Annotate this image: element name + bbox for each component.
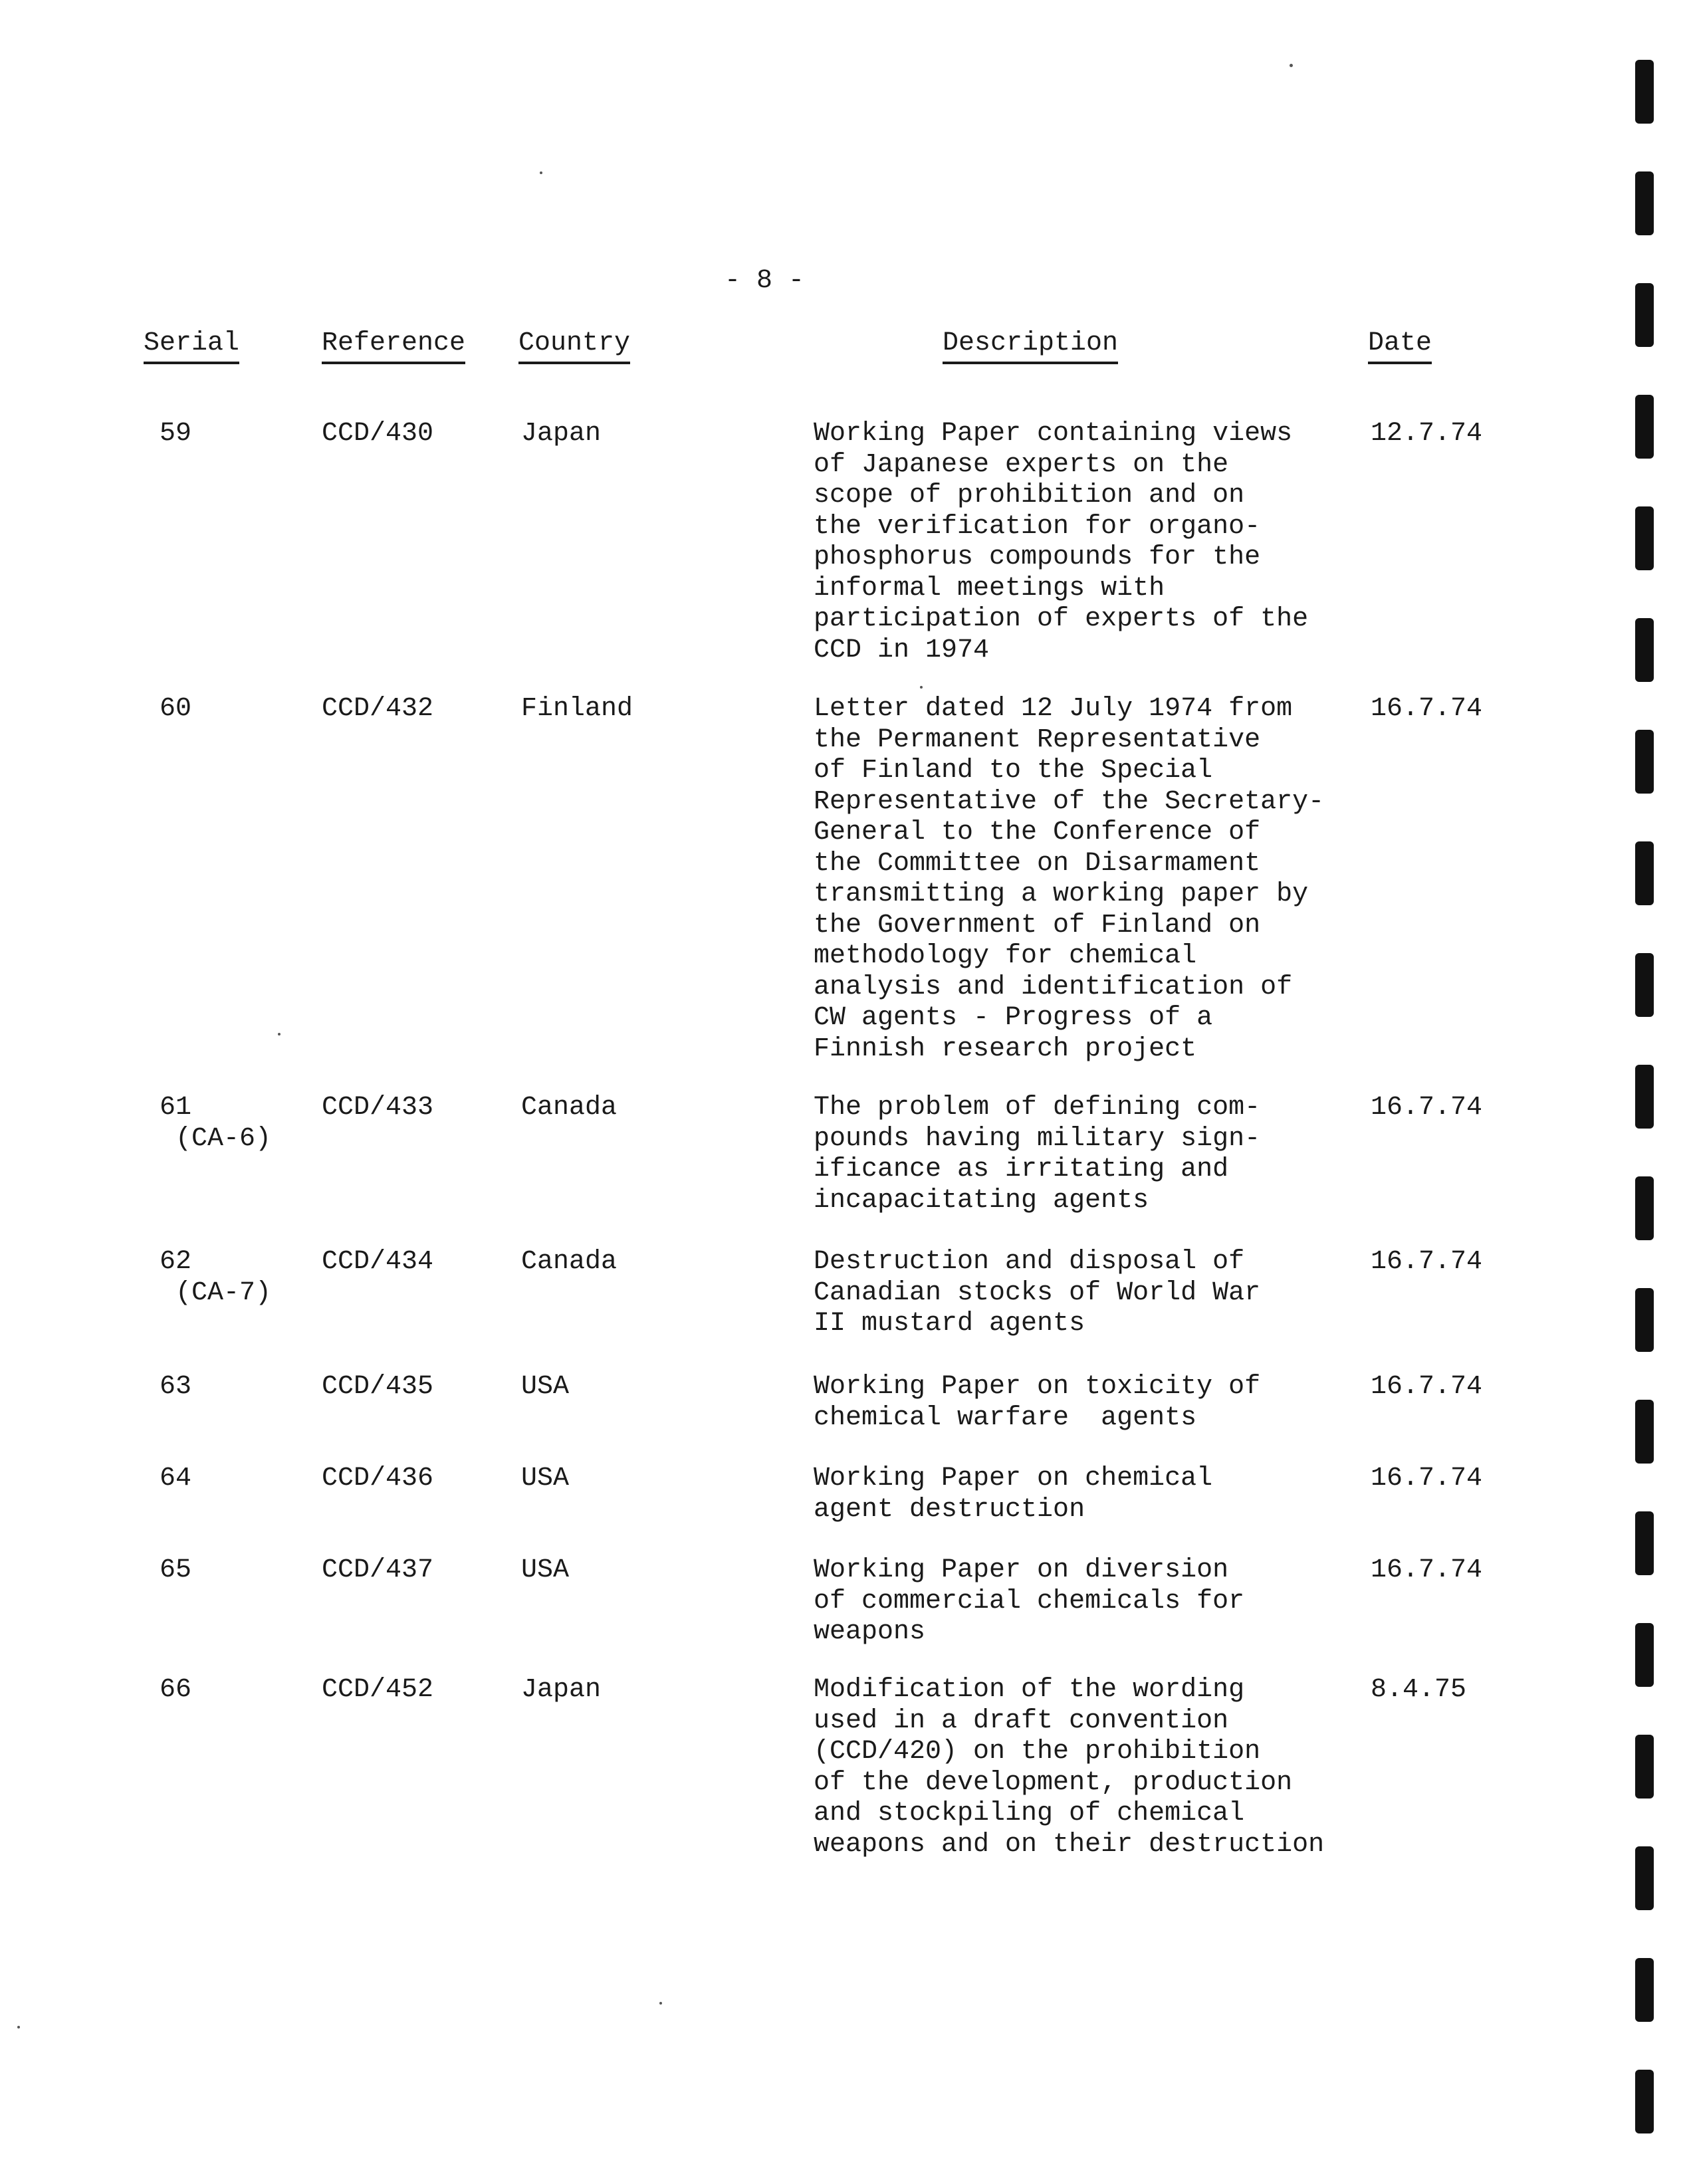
punch-hole — [1635, 395, 1654, 459]
punch-hole — [1635, 1400, 1654, 1464]
scan-speck — [17, 2026, 20, 2028]
serial-cell: 66 — [160, 1675, 192, 1705]
date-cell: 16.7.74 — [1371, 1247, 1483, 1277]
punch-hole — [1635, 171, 1654, 235]
punch-hole — [1635, 730, 1654, 794]
punch-hole — [1635, 1288, 1654, 1352]
serial-cell: 63 — [160, 1372, 192, 1402]
reference-cell: CCD/434 — [322, 1247, 434, 1277]
country-cell: USA — [521, 1372, 570, 1402]
date-cell: 16.7.74 — [1371, 1093, 1483, 1123]
punch-hole — [1635, 953, 1654, 1017]
country-cell: USA — [521, 1555, 570, 1585]
description-cell: Working Paper on toxicity of chemical warfare agents — [814, 1372, 1261, 1433]
serial-cell: 65 — [160, 1555, 192, 1585]
country-cell: Japan — [521, 1675, 602, 1705]
reference-cell: CCD/430 — [322, 419, 434, 449]
punch-hole — [1635, 1735, 1654, 1799]
scan-speck — [278, 1033, 281, 1036]
header-serial: Serial — [144, 328, 239, 364]
date-cell: 16.7.74 — [1371, 694, 1483, 724]
header-country: Country — [518, 328, 630, 364]
serial-cell: 61 (CA-6) — [160, 1093, 272, 1154]
reference-cell: CCD/432 — [322, 694, 434, 724]
reference-cell: CCD/437 — [322, 1555, 434, 1585]
serial-cell: 59 — [160, 419, 192, 449]
scan-speck — [659, 2002, 662, 2005]
punch-hole — [1635, 2070, 1654, 2133]
date-cell: 16.7.74 — [1371, 1464, 1483, 1493]
scan-speck — [540, 171, 542, 174]
scan-speck — [1290, 64, 1293, 67]
description-cell: Modification of the wording used in a draft convention (CCD/420) on the prohibition of the development, production and stockpiling of chemical weapons and on their destruction — [814, 1675, 1325, 1860]
punch-hole — [1635, 283, 1654, 347]
serial-cell: 64 — [160, 1464, 192, 1493]
date-cell: 16.7.74 — [1371, 1555, 1483, 1585]
date-cell: 8.4.75 — [1371, 1675, 1467, 1705]
punch-hole — [1635, 618, 1654, 682]
scan-speck — [920, 686, 923, 689]
reference-cell: CCD/436 — [322, 1464, 434, 1493]
country-cell: Finland — [521, 694, 633, 724]
punch-hole — [1635, 1958, 1654, 2022]
page-number: - 8 - — [724, 266, 805, 296]
country-cell: Canada — [521, 1093, 618, 1123]
description-cell: The problem of defining com- pounds having military sign- ificance as irritating and incapacitating agents — [814, 1093, 1261, 1216]
country-cell: USA — [521, 1464, 570, 1493]
header-date: Date — [1368, 328, 1432, 364]
reference-cell: CCD/433 — [322, 1093, 434, 1123]
description-cell: Working Paper on chemical agent destruction — [814, 1464, 1213, 1525]
header-reference: Reference — [322, 328, 465, 364]
country-cell: Canada — [521, 1247, 618, 1277]
reference-cell: CCD/435 — [322, 1372, 434, 1402]
description-cell: Working Paper containing views of Japanese experts on the scope of prohibition and on the verification for organo- phosphorus compounds for the informal meetings with participation of experts of the CCD in 1974 — [814, 419, 1309, 665]
serial-cell: 62 (CA-7) — [160, 1247, 272, 1308]
punch-hole — [1635, 1511, 1654, 1575]
header-description: Description — [943, 328, 1118, 364]
punch-hole — [1635, 1065, 1654, 1129]
punch-hole — [1635, 506, 1654, 570]
date-cell: 12.7.74 — [1371, 419, 1483, 449]
punch-hole — [1635, 1846, 1654, 1910]
reference-cell: CCD/452 — [322, 1675, 434, 1705]
date-cell: 16.7.74 — [1371, 1372, 1483, 1402]
description-cell: Working Paper on diversion of commercial chemicals for weapons — [814, 1555, 1245, 1647]
punch-hole — [1635, 1176, 1654, 1240]
country-cell: Japan — [521, 419, 602, 449]
serial-cell: 60 — [160, 694, 192, 724]
punch-hole — [1635, 1623, 1654, 1687]
description-cell: Letter dated 12 July 1974 from the Permanent Representative of Finland to the Special Representative of the Secretary- General to the Conference of the Committee on Disarmament transmitting a working paper by the Government of Finland on methodology for chemical analysis and identification of CW agents - Progress of a Finnish research project — [814, 694, 1325, 1064]
description-cell: Destruction and disposal of Canadian stocks of World War II mustard agents — [814, 1247, 1261, 1339]
punch-hole — [1635, 841, 1654, 905]
punch-hole — [1635, 60, 1654, 124]
